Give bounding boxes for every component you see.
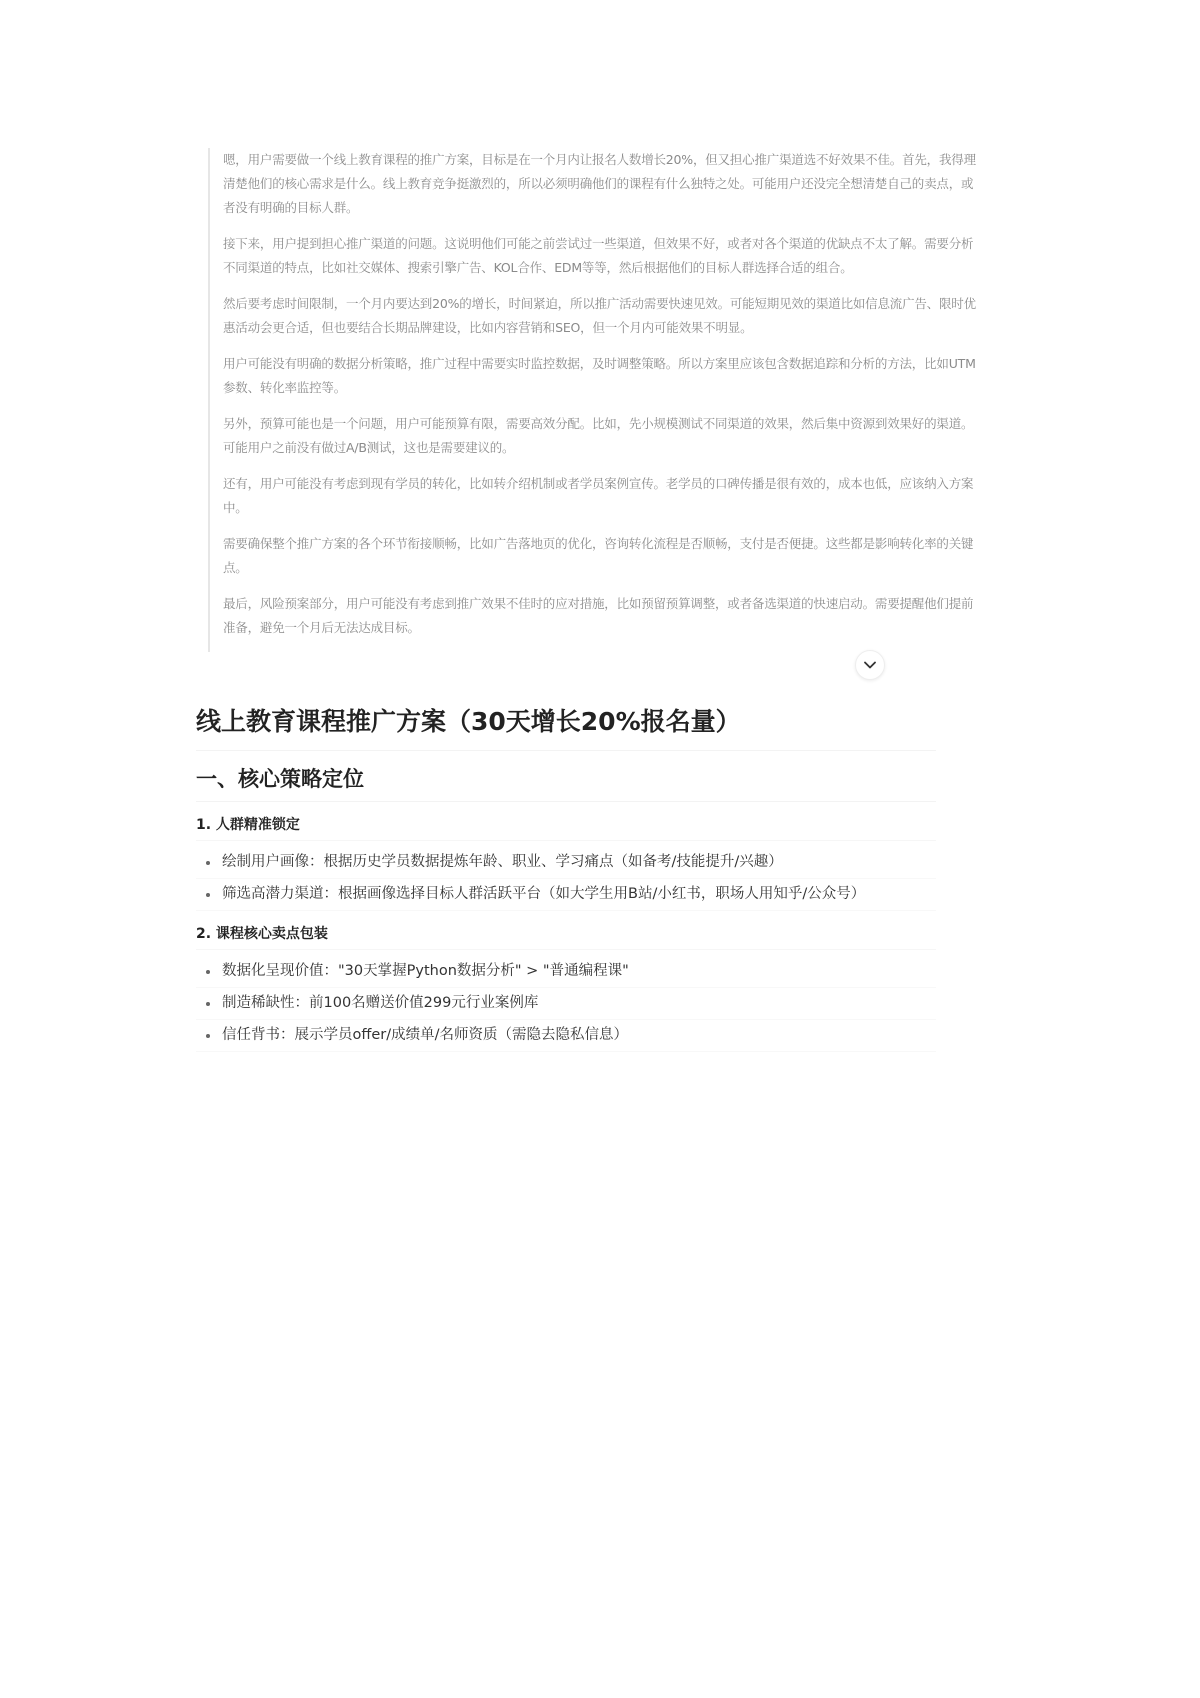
list-item: [196, 1020, 936, 1052]
list-item-text: 绘制用户画像：根据历史学员数据提炼年龄、职业、学习痛点（如备考/技能提升/兴趣）: [222, 854, 783, 870]
bullet-icon: [206, 1002, 210, 1006]
thinking-paragraph: 需要确保整个推广方案的各个环节衔接顺畅，比如广告落地页的优化，咨询转化流程是否顺畅，支付是否便捷。这些都是影响转化率的关键点。: [223, 536, 974, 575]
thinking-paragraph: 最后，风险预案部分，用户可能没有考虑到推广效果不佳时的应对措施，比如预留预算调整，或者备选渠道的快速启动。需要提醒他们提前准备，避免一个月后无法达成目标。: [223, 596, 974, 635]
list-item: [196, 956, 936, 988]
section-heading: 一、核心策略定位: [196, 757, 936, 802]
answer-content: [196, 700, 936, 1052]
thinking-paragraph: 还有，用户可能没有考虑到现有学员的转化，比如转介绍机制或者学员案例宣传。老学员的口碑传播是很有效的，成本也低，应该纳入方案中。: [223, 476, 974, 515]
chevron-down-icon: [864, 661, 876, 669]
bullet-list: [196, 956, 936, 1052]
bullet-icon: [206, 1034, 210, 1038]
thinking-paragraph: 另外，预算可能也是一个问题，用户可能预算有限，需要高效分配。比如，先小规模测试不同渠道的效果，然后集中资源到效果好的渠道。可能用户之前没有做过A/B测试，这也是需要建议的。: [223, 416, 974, 455]
bullet-icon: [206, 893, 210, 897]
subsection-heading: 1. 人群精准锁定: [196, 810, 936, 841]
thinking-paragraph: 用户可能没有明确的数据分析策略，推广过程中需要实时监控数据，及时调整策略。所以方案里应该包含数据追踪和分析的方法，比如UTM参数、转化率监控等。: [223, 356, 976, 395]
bullet-list: [196, 847, 936, 911]
list-item: [196, 988, 936, 1020]
list-item-text: 信任背书：展示学员offer/成绩单/名师资质（需隐去隐私信息）: [222, 1027, 629, 1043]
bullet-icon: [206, 861, 210, 865]
thinking-paragraph: 接下来，用户提到担心推广渠道的问题。这说明他们可能之前尝试过一些渠道，但效果不好，或者对各个渠道的优缺点不太了解。需要分析不同渠道的特点，比如社交媒体、搜索引擎广告、KOL合作、EDM等等，然后根据他们的目标人群选择合适的组合。: [223, 236, 974, 275]
list-item-text: 筛选高潜力渠道：根据画像选择目标人群活跃平台（如大学生用B站/小红书，职场人用知乎/公众号）: [222, 886, 866, 902]
bullet-icon: [206, 970, 210, 974]
list-item-text: 制造稀缺性：前100名赠送价值299元行业案例库: [222, 995, 539, 1011]
list-item: [196, 879, 936, 911]
list-item-text: 数据化呈现价值："30天掌握Python数据分析" > "普通编程课": [222, 963, 629, 979]
thinking-paragraph: 然后要考虑时间限制，一个月内要达到20%的增长，时间紧迫，所以推广活动需要快速见效。可能短期见效的渠道比如信息流广告、限时优惠活动会更合适，但也要结合长期品牌建设，比如内容营销和SEO，但一个月内可能效果不明显。: [223, 296, 976, 335]
collapse-thinking-button[interactable]: [855, 650, 885, 680]
list-item: [196, 847, 936, 879]
article-title: 线上教育课程推广方案（30天增长20%报名量）: [196, 700, 936, 751]
thinking-block: [208, 148, 983, 652]
thinking-paragraph: 嗯，用户需要做一个线上教育课程的推广方案，目标是在一个月内让报名人数增长20%，但又担心推广渠道选不好效果不佳。首先，我得理清楚他们的核心需求是什么。线上教育竞争挺激烈的，所以必须明确他们的课程有什么独特之处。可能用户还没完全想清楚自己的卖点，或者没有明确的目标人群。: [223, 152, 976, 215]
subsection-heading: 2. 课程核心卖点包装: [196, 919, 936, 950]
